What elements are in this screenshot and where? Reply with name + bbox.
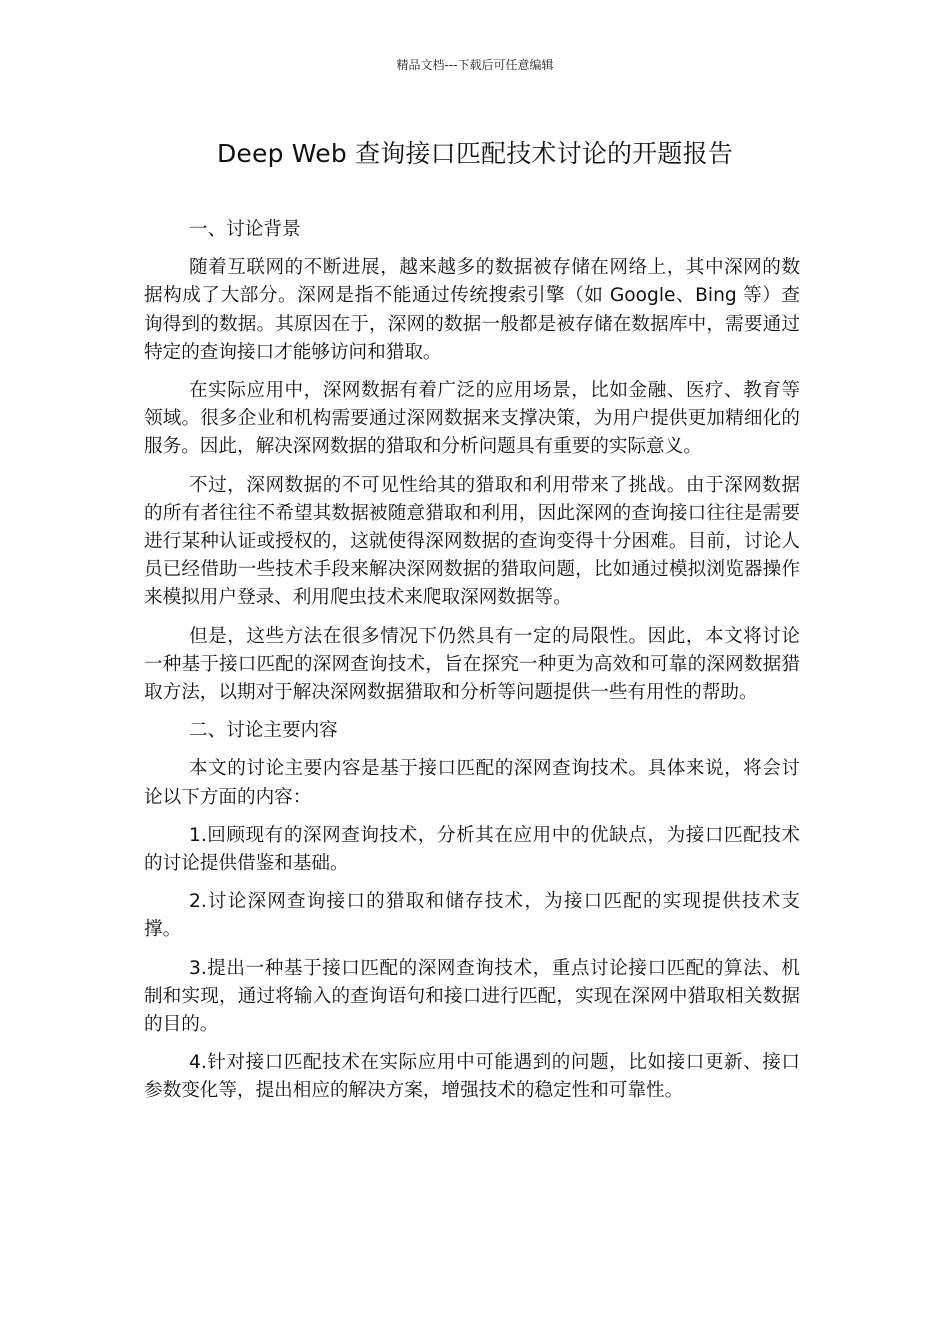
list-item: 2.讨论深网查询接口的猎取和储存技术，为接口匹配的实现提供技术支撑。 (144, 891, 800, 941)
document-title: Deep Web 查询接口匹配技术讨论的开题报告 (216, 139, 734, 168)
paragraph: 不过，深网数据的不可见性给其的猎取和利用带来了挑战。由于深网数据的所有者往往不希望其数据被随意猎取和利用，因此深网的查询接口往往是需要进行某种认证或授权的，这就使得深网数据的查询变得十分困难。目前，讨论人员已经借助一些技术手段来解决深网数据的猎取问题，比如通过模拟浏览器操作来模拟用户登录、利用爬虫技术来爬取深网数据等。 (144, 474, 800, 609)
paragraph: 本文的讨论主要内容是基于接口匹配的深网查询技术。具体来说，将会讨论以下方面的内容： (144, 758, 800, 808)
document-body (144, 216, 800, 1116)
paragraph: 随着互联网的不断进展，越来越多的数据被存储在网络上，其中深网的数据构成了大部分。深网是指不能通过传统搜索引擎（如 Google、Bing 等）查询得到的数据。其原因在于，深网的数据一般都是被存储在数据库中，需要通过特定的查询接口才能够访问和猎取。 (144, 257, 800, 363)
list-item: 1.回顾现有的深网查询技术，分析其在应用中的优缺点，为接口匹配技术的讨论提供借鉴和基础。 (144, 824, 800, 875)
section-heading-background: 一、讨论背景 (189, 219, 301, 240)
section-heading-main-content: 二、讨论主要内容 (189, 720, 338, 742)
paragraph: 但是，这些方法在很多情况下仍然具有一定的局限性。因此，本文将讨论一种基于接口匹配的深网查询技术，旨在探究一种更为高效和可靠的深网数据猎取方法，以期对于解决深网数据猎取和分析等问题提供一些有用性的帮助。 (144, 625, 800, 704)
list-item: 4.针对接口匹配技术在实际应用中可能遇到的问题，比如接口更新、接口参数变化等，提出相应的解决方案，增强技术的稳定性和可靠性。 (144, 1052, 800, 1102)
paragraph: 在实际应用中，深网数据有着广泛的应用场景，比如金融、医疗、教育等领域。很多企业和机构需要通过深网数据来支撑决策，为用户提供更加精细化的服务。因此，解决深网数据的猎取和分析问题具有重要的实际意义。 (144, 380, 800, 458)
page-header: 精品文档---下载后可任意编辑 (396, 58, 554, 72)
list-item: 3.提出一种基于接口匹配的深网查询技术，重点讨论接口匹配的算法、机制和实现，通过将输入的查询语句和接口进行匹配，实现在深网中猎取相关数据的目的。 (144, 957, 800, 1036)
